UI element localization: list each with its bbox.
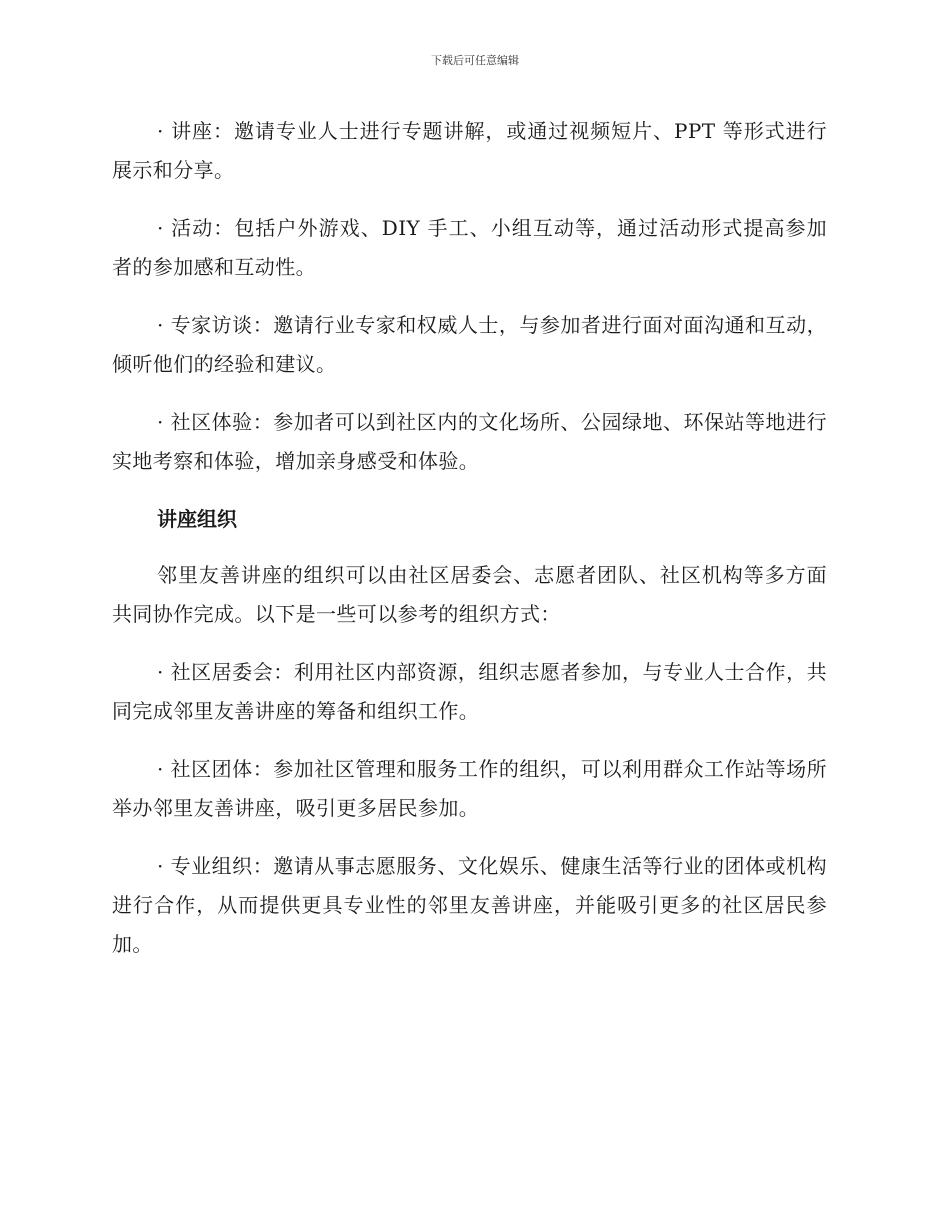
paragraph-professional-org: · 专业组织：邀请从事志愿服务、文化娱乐、健康生活等行业的团体或机构进行合作，从而提供更具专业性的邻里友善讲座，并能吸引更多的社区居民参加。 xyxy=(112,854,827,956)
paragraph-activity: · 活动：包括户外游戏、DIY 手工、小组互动等，通过活动形式提高参加者的参加感和互动性。 xyxy=(112,216,827,279)
paragraph-community-experience: · 社区体验：参加者可以到社区内的文化场所、公园绿地、环保站等地进行实地考察和体验，增加亲身感受和体验。 xyxy=(112,410,827,473)
paragraph-residents-committee: · 社区居委会：利用社区内部资源，组织志愿者参加，与专业人士合作，共同完成邻里友善讲座的筹备和组织工作。 xyxy=(112,660,827,723)
paragraph-lecture: · 讲座：邀请专业人士进行专题讲解，或通过视频短片、PPT 等形式进行展示和分享。 xyxy=(112,119,827,182)
page-header: 下载后可任意编辑 xyxy=(431,54,519,67)
paragraph-intro: 邻里友善讲座的组织可以由社区居委会、志愿者团队、社区机构等多方面共同协作完成。以下是一些可以参考的组织方式： xyxy=(112,563,827,626)
paragraph-community-group: · 社区团体：参加社区管理和服务工作的组织，可以利用群众工作站等场所举办邻里友善讲座，吸引更多居民参加。 xyxy=(112,757,827,820)
section-heading: 讲座组织 xyxy=(157,507,237,531)
paragraph-expert-interview: · 专家访谈：邀请行业专家和权威人士，与参加者进行面对面沟通和互动，倾听他们的经验和建议。 xyxy=(112,313,827,376)
document-body xyxy=(112,112,827,983)
